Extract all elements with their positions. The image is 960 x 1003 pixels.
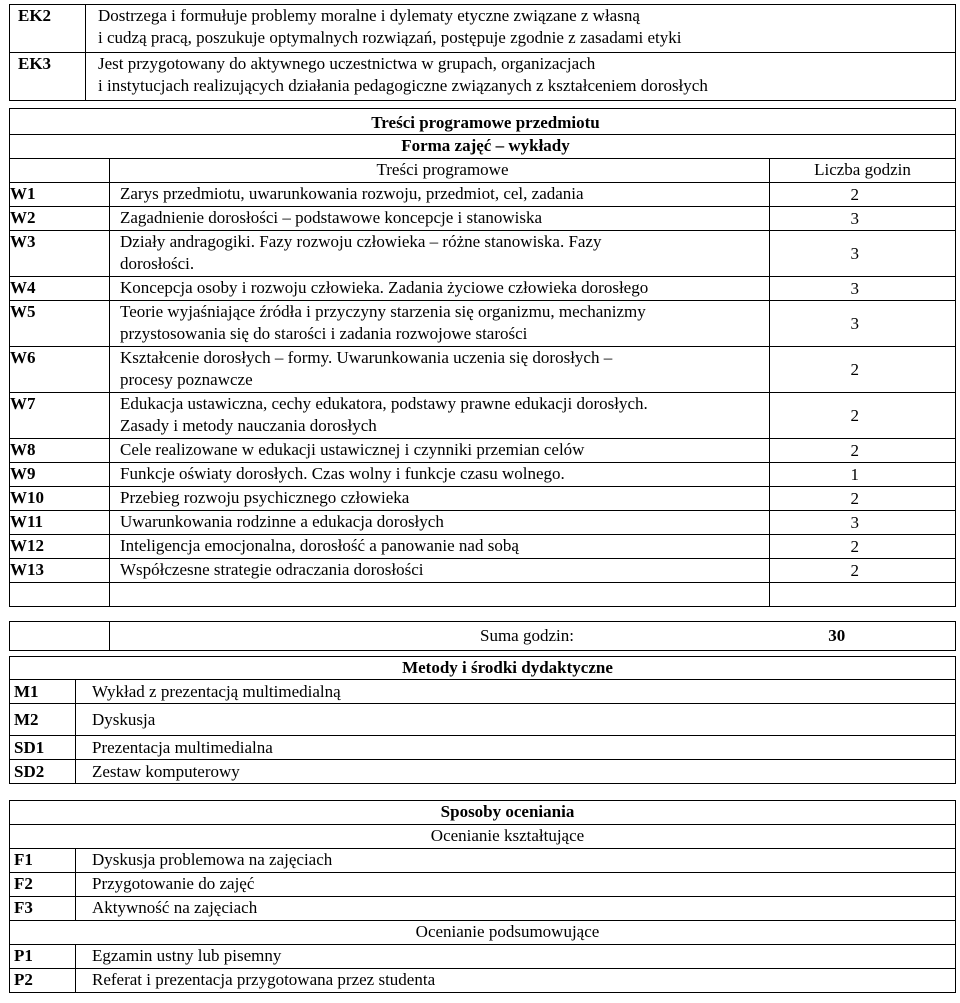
sum-label: Suma godzin:: [480, 626, 574, 645]
method-text: Prezentacja multimedialna: [76, 736, 956, 760]
content-row-text: [110, 535, 770, 559]
content-row-text: [110, 231, 770, 277]
empty-cell: [770, 583, 956, 607]
content-row: [10, 183, 956, 207]
content-row-hours: 3: [770, 231, 956, 277]
assessment-title-row: [10, 801, 956, 825]
content-row-line: procesy poznawcze: [120, 370, 253, 389]
empty-cell: [10, 583, 110, 607]
sum-table: [9, 621, 956, 651]
content-row: [10, 301, 956, 347]
content-row-line: Zagadnienie dorosłości – podstawowe koncepcje i stanowiska: [120, 208, 543, 227]
content-row-hours: 3: [770, 277, 956, 301]
content-row: [10, 559, 956, 583]
content-row-hours: 3: [770, 511, 956, 535]
summative-text: Referat i prezentacja przygotowana przez studenta: [76, 969, 956, 993]
content-row-line: Koncepcja osoby i rozwoju człowieka. Zadania życiowe człowieka dorosłego: [120, 278, 649, 297]
content-table: [9, 108, 956, 607]
formative-row: [10, 849, 956, 873]
method-code: SD2: [10, 760, 76, 784]
content-row-hours: 2: [770, 183, 956, 207]
method-row: [10, 736, 956, 760]
formative-code: F2: [10, 873, 76, 897]
content-row-line: Uwarunkowania rodzinne a edukacja dorosłych: [120, 512, 444, 531]
content-row-code: W2: [10, 207, 110, 231]
summative-row: [10, 945, 956, 969]
formative-row: [10, 897, 956, 921]
content-row-code: W13: [10, 559, 110, 583]
method-code: M2: [10, 704, 76, 736]
content-row-line: Funkcje oświaty dorosłych. Czas wolny i funkcje czasu wolnego.: [120, 464, 565, 483]
method-row: [10, 680, 956, 704]
assessment-table: [9, 800, 956, 993]
content-row-hours: 2: [770, 393, 956, 439]
content-row-line: Działy andragogiki. Fazy rozwoju człowieka – różne stanowiska. Fazy: [120, 232, 602, 251]
assessment-title: Sposoby oceniania: [10, 801, 956, 825]
content-row-hours: 2: [770, 439, 956, 463]
content-empty-row: [10, 583, 956, 607]
content-row-text: [110, 207, 770, 231]
summative-text: Egzamin ustny lub pisemny: [76, 945, 956, 969]
effect-text-line: Dostrzega i formułuje problemy moralne i dylematy etyczne związane z własną: [98, 6, 640, 25]
content-row-code: W3: [10, 231, 110, 277]
effect-text: [86, 5, 956, 53]
content-row: [10, 439, 956, 463]
content-row: [10, 535, 956, 559]
content-row-text: [110, 511, 770, 535]
content-row: [10, 463, 956, 487]
formative-row: [10, 873, 956, 897]
formative-code: F3: [10, 897, 76, 921]
sum-value: 30: [828, 626, 846, 645]
content-row-code: W9: [10, 463, 110, 487]
content-row-hours: 2: [770, 535, 956, 559]
content-row-code: W10: [10, 487, 110, 511]
content-row: [10, 487, 956, 511]
effect-code: EK3: [10, 53, 86, 101]
content-row-hours: 3: [770, 207, 956, 231]
content-row: [10, 207, 956, 231]
method-text: Dyskusja: [76, 704, 956, 736]
formative-text: Przygotowanie do zajęć: [76, 873, 956, 897]
formative-title-row: [10, 825, 956, 849]
effect-code: EK2: [10, 5, 86, 53]
content-row: [10, 277, 956, 301]
content-row: [10, 511, 956, 535]
content-row-text: [110, 559, 770, 583]
content-row-code: W4: [10, 277, 110, 301]
content-row-line: Inteligencja emocjonalna, dorosłość a panowanie nad sobą: [120, 536, 519, 555]
effect-text-line: Jest przygotowany do aktywnego uczestnictwa w grupach, organizacjach: [98, 54, 596, 73]
content-row-hours: 2: [770, 347, 956, 393]
content-row-text: [110, 301, 770, 347]
content-row-code: W1: [10, 183, 110, 207]
effect-text-line: i instytucjach realizujących działania pedagogiczne związanych z kształceniem dorosłych: [98, 76, 708, 95]
content-row-code: W11: [10, 511, 110, 535]
method-code: M1: [10, 680, 76, 704]
content-row-line: Przebieg rozwoju psychicznego człowieka: [120, 488, 410, 507]
content-row-text: [110, 183, 770, 207]
content-row-hours: 2: [770, 487, 956, 511]
content-form: Forma zajęć – wykłady: [10, 135, 956, 159]
content-row-code: W6: [10, 347, 110, 393]
content-row-text: [110, 393, 770, 439]
content-column-header: Treści programowe: [110, 159, 770, 183]
formative-title: Ocenianie kształtujące: [10, 825, 956, 849]
content-row-code: W5: [10, 301, 110, 347]
content-row-line: Zarys przedmiotu, uwarunkowania rozwoju, przedmiot, cel, zadania: [120, 184, 584, 203]
content-row-line: Teorie wyjaśniające źródła i przyczyny starzenia się organizmu, mechanizmy: [120, 302, 646, 321]
empty-cell: [110, 583, 770, 607]
summative-title: Ocenianie podsumowujące: [10, 921, 956, 945]
effect-text: [86, 53, 956, 101]
summative-title-row: [10, 921, 956, 945]
method-text: Zestaw komputerowy: [76, 760, 956, 784]
formative-code: F1: [10, 849, 76, 873]
methods-table: [9, 656, 956, 784]
content-row-line: Współczesne strategie odraczania dorosłości: [120, 560, 424, 579]
content-row-line: Cele realizowane w edukacji ustawicznej i czynniki przemian celów: [120, 440, 585, 459]
content-row-line: Kształcenie dorosłych – formy. Uwarunkowania uczenia się dorosłych –: [120, 348, 613, 367]
content-row: [10, 393, 956, 439]
summative-code: P1: [10, 945, 76, 969]
formative-text: Dyskusja problemowa na zajęciach: [76, 849, 956, 873]
methods-title: Metody i środki dydaktyczne: [10, 657, 956, 680]
content-row-text: [110, 463, 770, 487]
content-row-text: [110, 487, 770, 511]
content-row-line: Edukacja ustawiczna, cechy edukatora, podstawy prawne edukacji dorosłych.: [120, 394, 648, 413]
method-text: Wykład z prezentacją multimedialną: [76, 680, 956, 704]
effects-table: [9, 4, 956, 101]
hours-column-header: Liczba godzin: [770, 159, 956, 183]
content-row-hours: 3: [770, 301, 956, 347]
content-row: [10, 231, 956, 277]
content-row-code: W8: [10, 439, 110, 463]
method-row: [10, 760, 956, 784]
content-row: [10, 347, 956, 393]
content-row-text: [110, 277, 770, 301]
content-row-line: Zasady i metody nauczania dorosłych: [120, 416, 377, 435]
effect-row: [10, 5, 956, 53]
summative-code: P2: [10, 969, 76, 993]
content-row-code: W7: [10, 393, 110, 439]
effect-text-line: i cudzą pracą, poszukuje optymalnych rozwiązań, postępuje zgodnie z zasadami etyki: [98, 28, 682, 47]
formative-text: Aktywność na zajęciach: [76, 897, 956, 921]
content-row-code: W12: [10, 535, 110, 559]
method-code: SD1: [10, 736, 76, 760]
content-row-line: przystosowania się do starości i zadania rozwojowe starości: [120, 324, 528, 343]
content-row-hours: 2: [770, 559, 956, 583]
effect-row: [10, 53, 956, 101]
method-row: [10, 704, 956, 736]
content-row-line: dorosłości.: [120, 254, 195, 273]
content-row-text: [110, 439, 770, 463]
content-title: Treści programowe przedmiotu: [10, 109, 956, 135]
summative-row: [10, 969, 956, 993]
content-row-text: [110, 347, 770, 393]
content-row-hours: 1: [770, 463, 956, 487]
